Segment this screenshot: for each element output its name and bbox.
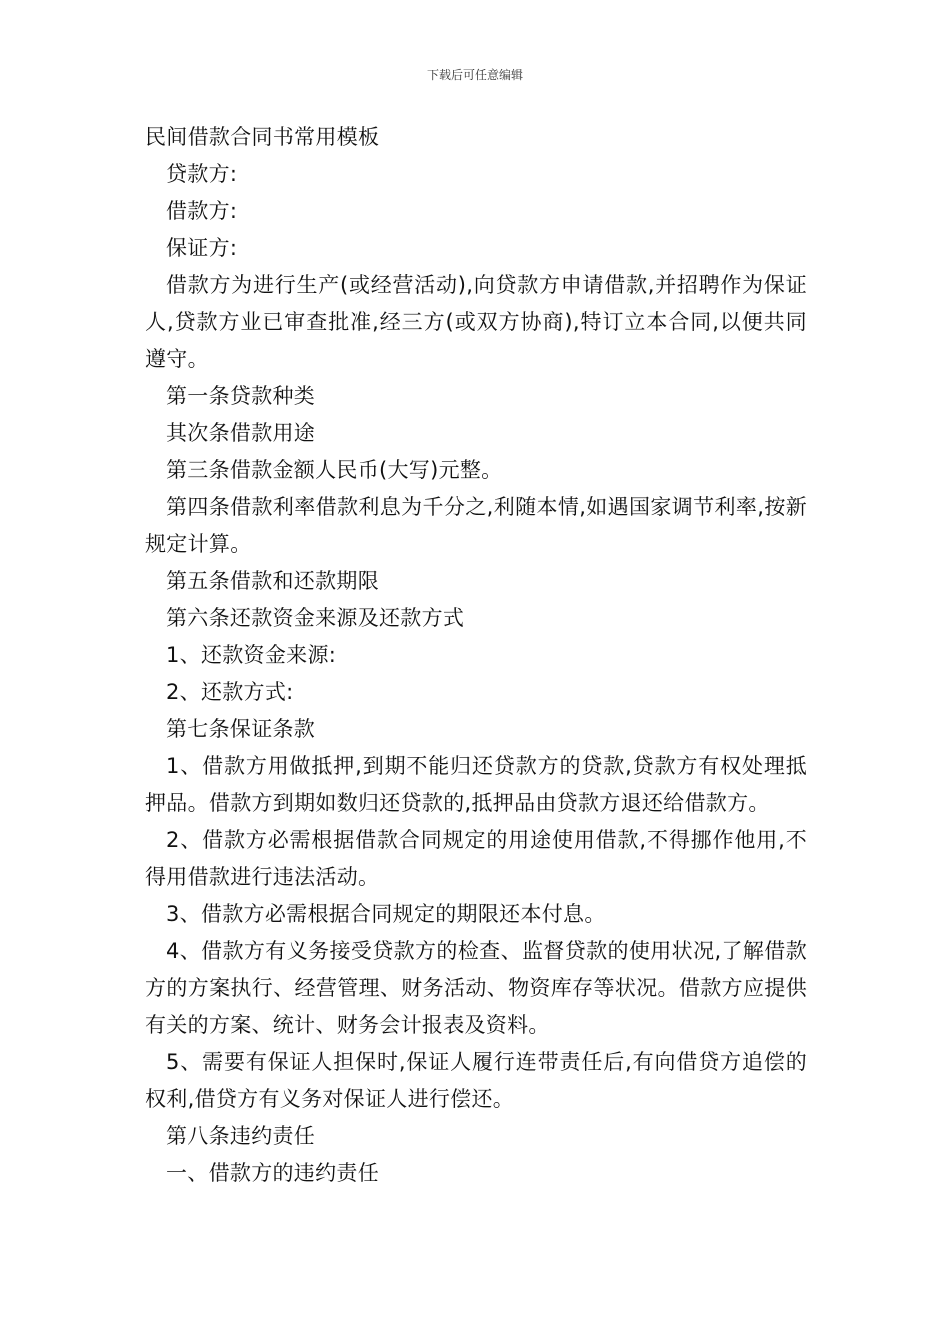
article-4-paragraph: 第四条借款利率借款利息为千分之,利随本情,如遇国家调节利率,按新规定计算。	[145, 495, 807, 556]
article-5-heading: 第五条借款和还款期限	[166, 569, 379, 593]
article-7-item-3: 3、借款方必需根据合同规定的期限还本付息。	[166, 902, 606, 926]
article-6-heading: 第六条还款资金来源及还款方式	[166, 606, 465, 630]
article-2-heading: 其次条借款用途	[166, 421, 316, 445]
article-6-item-2: 2、还款方式:	[166, 680, 294, 704]
article-3-heading: 第三条借款金额人民币(大写)元整。	[166, 458, 503, 482]
article-6-item-1: 1、还款资金来源:	[166, 643, 337, 667]
article-7-item-1: 1、借款方用做抵押,到期不能归还贷款方的贷款,贷款方有权处理抵押品。借款方到期如数归还贷款的,抵押品由贷款方退还给借款方。	[145, 754, 807, 815]
document-body	[145, 119, 807, 1192]
document-title: 民间借款合同书常用模板	[145, 125, 380, 149]
article-7-heading: 第七条保证条款	[166, 717, 316, 741]
article-1-heading: 第一条贷款种类	[166, 384, 316, 408]
article-8-heading: 第八条违约责任	[166, 1124, 316, 1148]
article-7-item-4: 4、借款方有义务接受贷款方的检查、监督贷款的使用状况,了解借款方的方案执行、经营管理、财务活动、物资库存等状况。借款方应提供有关的方案、统计、财务会计报表及资料。	[145, 939, 807, 1037]
preamble-paragraph: 借款方为进行生产(或经营活动),向贷款方申请借款,并招聘作为保证人,贷款方业已审查批准,经三方(或双方协商),特订立本合同,以便共同遵守。	[145, 273, 807, 371]
page-header-note: 下载后可任意编辑	[426, 68, 523, 82]
article-7-item-2: 2、借款方必需根据借款合同规定的用途使用借款,不得挪作他用,不得用借款进行违法活动。	[145, 828, 807, 889]
article-8-section-1: 一、借款方的违约责任	[166, 1161, 379, 1185]
borrower-line: 借款方:	[166, 199, 238, 223]
guarantor-line: 保证方:	[166, 236, 238, 260]
article-7-item-5: 5、需要有保证人担保时,保证人履行连带责任后,有向借贷方追偿的权利,借贷方有义务对保证人进行偿还。	[145, 1050, 807, 1111]
lender-line: 贷款方:	[166, 162, 238, 186]
